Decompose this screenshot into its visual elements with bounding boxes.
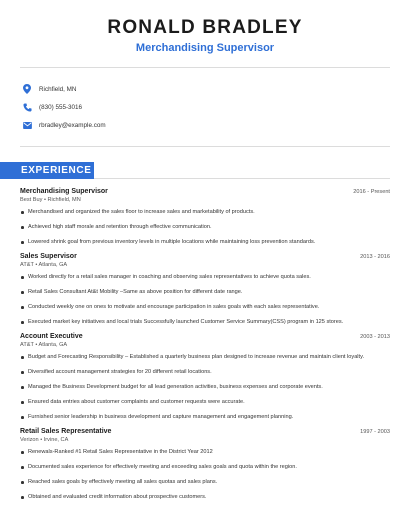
job-company: AT&T	[20, 342, 34, 348]
bullet-item: Diversified account management strategies for 20 different retail locations.	[20, 368, 390, 376]
job-title: Merchandising Supervisor	[20, 188, 108, 195]
job-bullets	[20, 448, 390, 501]
job-entry	[20, 428, 390, 501]
job-dates: 2003 - 2013	[360, 334, 390, 340]
location-text: Richfield, MN	[39, 85, 77, 93]
candidate-title: Merchandising Supervisor	[135, 42, 275, 54]
job-dates: 2013 - 2016	[360, 254, 390, 260]
job-location: Atlanta, GA	[38, 342, 68, 348]
map-pin-icon	[22, 84, 32, 94]
job-company: Verizon	[20, 437, 39, 443]
bullet-item: Reached sales goals by effectively meeting all sales quotas and sales plans.	[20, 478, 390, 486]
job-company: AT&T	[20, 262, 34, 268]
candidate-name: RONALD BRADLEY	[107, 17, 303, 38]
bullet-item: Ensured data entries about customer complaints and customer requests were accurate.	[20, 398, 390, 406]
bullet-item: Conducted weekly one on ones to motivate and encourage participation in sales goals with each sales representative.	[20, 303, 390, 311]
job-entry	[20, 253, 390, 326]
contact-info	[22, 80, 222, 134]
section-underline	[94, 178, 390, 179]
job-company-line: Verizon • Irvine, CA	[20, 437, 69, 443]
job-company-line: AT&T • Atlanta, GA	[20, 262, 68, 268]
bullet-item: Retail Sales Consultant At&t Mobility –Same as above position for different date range.	[20, 288, 390, 296]
contact-location	[22, 80, 222, 98]
phone-icon	[22, 102, 32, 112]
job-title: Sales Supervisor	[20, 253, 77, 260]
header-divider	[20, 67, 390, 68]
job-bullets	[20, 353, 390, 421]
job-dates: 1997 - 2003	[360, 429, 390, 435]
job-company-line: AT&T • Atlanta, GA	[20, 342, 68, 348]
bullet-item: Managed the Business Development budget for all lead generation activities, business expenses and corporate events.	[20, 383, 390, 391]
job-dates: 2016 - Present	[353, 189, 390, 195]
job-entry	[20, 188, 390, 246]
job-location: Irvine, CA	[43, 437, 69, 443]
job-location: Richfield, MN	[47, 197, 81, 203]
bullet-item: Obtained and evaluated credit information about prospective customers.	[20, 493, 390, 501]
bullet-item: Furnished senior leadership in business development and capture management and engagement planning.	[20, 413, 390, 421]
job-title: Retail Sales Representative	[20, 428, 112, 435]
bullet-item: Budget and Forecasting Responsibility – Established a quarterly business plan designed to increase revenue and maintain client loyalty.	[20, 353, 390, 361]
experience-list	[20, 188, 390, 508]
job-entry	[20, 333, 390, 421]
job-company-line: Best Buy • Richfield, MN	[20, 197, 81, 203]
bullet-item: Merchandised and organized the sales floor to increase sales and marketability of products.	[20, 208, 390, 216]
contact-email	[22, 116, 222, 134]
bullet-item: Documented sales experience for effectively meeting and exceeding sales goals and quota within the region.	[20, 463, 390, 471]
email-link[interactable]: rbradley@example.com	[39, 121, 106, 129]
contact-phone	[22, 98, 222, 116]
bullet-item: Worked directly for a retail sales manager in coaching and observing sales representatives to achieve quota sales.	[20, 273, 390, 281]
bullet-item: Renewals-Ranked #1 Retail Sales Representative in the District Year 2012	[20, 448, 390, 456]
job-title: Account Executive	[20, 333, 83, 340]
contact-divider	[20, 146, 390, 147]
phone-link[interactable]: (830) 555-3016	[39, 103, 83, 111]
bullet-item: Executed market key initiatives and local trials Successfully launched Customer Service Summary(CSS) program in 125 stores.	[20, 318, 390, 326]
section-heading-experience: EXPERIENCE	[0, 162, 94, 179]
bullet-item: Achieved high staff morale and retention through effective communication.	[20, 223, 390, 231]
job-bullets	[20, 273, 390, 326]
job-bullets	[20, 208, 390, 246]
job-company: Best Buy	[20, 197, 43, 203]
bullet-item: Lowered shrink goal from previous inventory levels in multiple locations while maintaining loss prevention standards.	[20, 238, 390, 246]
mail-icon	[22, 120, 32, 130]
resume-header	[0, 0, 410, 55]
job-location: Atlanta, GA	[38, 262, 68, 268]
